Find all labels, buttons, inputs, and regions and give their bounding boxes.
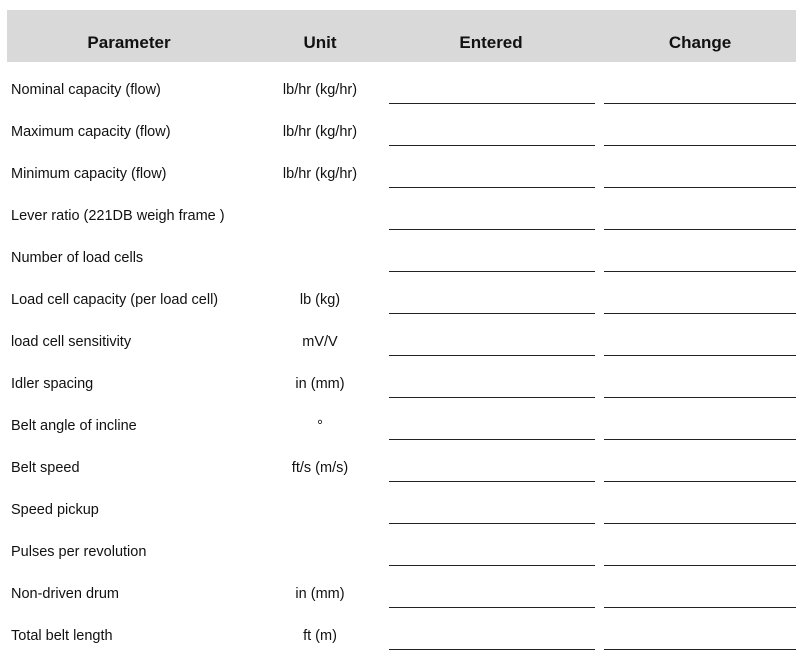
entered-field[interactable]: [389, 104, 595, 146]
entered-field[interactable]: [389, 188, 595, 230]
change-field[interactable]: [604, 524, 796, 566]
table-row: [7, 608, 796, 650]
unit-label: mV/V: [302, 334, 338, 350]
table-body: [7, 62, 796, 650]
header-unit: Unit: [303, 33, 337, 52]
entered-field[interactable]: [389, 524, 595, 566]
change-field[interactable]: [604, 272, 796, 314]
parameter-label: Lever ratio (221DB weigh frame ): [11, 208, 225, 224]
table-row: [7, 356, 796, 398]
change-field[interactable]: [604, 146, 796, 188]
parameter-label: load cell sensitivity: [11, 334, 132, 350]
parameter-label: Pulses per revolution: [11, 544, 147, 560]
change-field[interactable]: [604, 104, 796, 146]
change-field[interactable]: [604, 440, 796, 482]
unit-label: °: [317, 418, 323, 434]
change-field[interactable]: [604, 230, 796, 272]
change-field[interactable]: [604, 482, 796, 524]
entered-field[interactable]: [389, 314, 595, 356]
entered-field[interactable]: [389, 398, 595, 440]
change-field[interactable]: [604, 62, 796, 104]
table-row: [7, 146, 796, 188]
change-field[interactable]: [604, 566, 796, 608]
table-row: [7, 566, 796, 608]
entered-field[interactable]: [389, 272, 595, 314]
table-row: [7, 104, 796, 146]
parameter-label: Load cell capacity (per load cell): [11, 292, 219, 308]
entered-field[interactable]: [389, 566, 595, 608]
change-field[interactable]: [604, 356, 796, 398]
parameter-label: Nominal capacity (flow): [11, 82, 161, 98]
change-field[interactable]: [604, 314, 796, 356]
table-row: [7, 314, 796, 356]
unit-label: in (mm): [295, 586, 345, 602]
unit-label: lb/hr (kg/hr): [282, 82, 358, 98]
table-row: [7, 272, 796, 314]
entered-field[interactable]: [389, 440, 595, 482]
table-row: [7, 230, 796, 272]
entered-field[interactable]: [389, 482, 595, 524]
parameter-label: Maximum capacity (flow): [11, 124, 171, 140]
unit-label: lb/hr (kg/hr): [282, 124, 358, 140]
entered-field[interactable]: [389, 62, 595, 104]
parameter-label: Speed pickup: [11, 502, 99, 518]
entered-field[interactable]: [389, 230, 595, 272]
table-row: [7, 398, 796, 440]
table-row: [7, 62, 796, 104]
parameter-label: Belt speed: [11, 460, 80, 476]
header-entered: Entered: [459, 33, 523, 52]
header-change: Change: [668, 33, 732, 52]
unit-label: lb/hr (kg/hr): [282, 166, 358, 182]
parameter-label: Number of load cells: [11, 250, 144, 266]
parameter-label: Belt angle of incline: [11, 418, 137, 434]
table-header: [7, 10, 796, 62]
parameter-label: Non-driven drum: [11, 586, 119, 602]
table-row: [7, 524, 796, 566]
unit-label: lb (kg): [299, 292, 341, 308]
parameter-label: Idler spacing: [11, 376, 94, 392]
table-row: [7, 188, 796, 230]
change-field[interactable]: [604, 188, 796, 230]
parameter-label: Minimum capacity (flow): [11, 166, 167, 182]
unit-label: ft/s (m/s): [291, 460, 349, 476]
unit-label: ft (m): [303, 628, 337, 644]
parameter-form: [7, 10, 796, 650]
entered-field[interactable]: [389, 146, 595, 188]
change-field[interactable]: [604, 608, 796, 650]
header-parameter: Parameter: [87, 33, 171, 52]
entered-field[interactable]: [389, 608, 595, 650]
unit-label: in (mm): [295, 376, 345, 392]
change-field[interactable]: [604, 398, 796, 440]
table-row: [7, 482, 796, 524]
table-row: [7, 440, 796, 482]
entered-field[interactable]: [389, 356, 595, 398]
parameter-label: Total belt length: [11, 628, 113, 644]
